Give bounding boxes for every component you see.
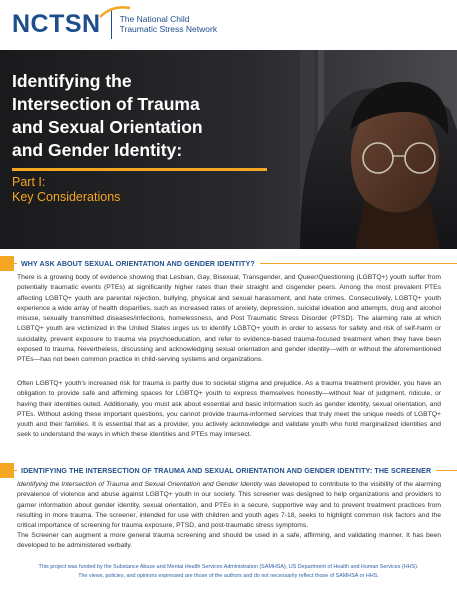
title-underline bbox=[12, 168, 267, 171]
footer-line1: This project was funded by the Substance Abuse and Mental Health Services Administration (SAMHSA), US Department of Health and Human Services (HHS). bbox=[38, 564, 419, 570]
section-marker bbox=[0, 463, 14, 478]
org-name-line1: The National Child bbox=[119, 14, 190, 24]
screener-paragraph-1-text: was developed to contribute to the visibility of the alarming prevalence of violence and abuse against LGBTQ+ youth in our society. This screener was designed to help organizations and providers to garner information about gender identity, sexual orientation, and PTEs in a secure, supportive way and to prevent treatment practices from resulting in more trauma. The screener, intended for use with children and youth ages 7-18, seeks to highlight common risk factors and the critical importance of screening for trauma exposure, PTSD, and post-traumatic stress symptoms. bbox=[17, 481, 441, 530]
page-header bbox=[0, 0, 457, 50]
title-line3: and Sexual Orientation bbox=[12, 117, 203, 137]
page-subtitle bbox=[12, 175, 120, 205]
hero-banner bbox=[0, 50, 457, 249]
why-ask-paragraph-1: There is a growing body of evidence showing that Lesbian, Gay, Bisexual, Transgender, and Queer/Questioning (LGBTQ+) youth suffer from potentially traumatic events (PTEs) at significantly higher rates than their straight and cisgender peers. Among the most prevalent PTEs affecting LGBTQ+ youth are parental rejection, bullying, physical and sexual harassment, and hate crimes. Consecutively, LGBTQ+ youth experience a wide array of health disparities, such as increased rates of anxiety, depression, suicidal ideation and attempts, drug and alcohol misuse, sexually transmitted diseases/infections, homelessness, and Post Traumatic Stress Disorder (PTSD). The alarming rate at which LGBTQ+ youth are victimized in the United States urges us to identify LGBTQ+ youth in order to assess for safety and risk of self-harm or suicidality, prevent exposure to trauma via psychoeducation, and refer to evidence-based trauma-focused treatment when they have been exposed to trauma. Nevertheless, discussing and acknowledging sexual orientation and gender identity—with or without the aforementioned PTEs—has not been common practice in child-serving systems and organizations. bbox=[17, 274, 441, 364]
page-title bbox=[12, 70, 272, 162]
footer-line2: The views, policies, and opinions expressed are those of the authors and do not necessarily reflect those of SAMHSA or HHS. bbox=[78, 572, 379, 579]
logo-swoosh-icon bbox=[98, 5, 132, 19]
section-heading-why-ask bbox=[0, 256, 457, 271]
subtitle-line2: Key Considerations bbox=[12, 190, 121, 204]
section-heading-screener bbox=[0, 463, 457, 478]
logo-wordmark: NCTSN bbox=[12, 9, 101, 38]
title-line4: and Gender Identity: bbox=[12, 140, 183, 160]
subtitle-line1: Part I: bbox=[12, 175, 46, 189]
org-name bbox=[120, 14, 217, 34]
nctsn-logo[interactable] bbox=[12, 9, 217, 39]
why-ask-paragraph-2: Often LGBTQ+ youth's increased risk for trauma is partly due to societal stigma and prejudice. As a trauma treatment provider, you have an obligation to provide safe and affirming spaces for LGBTQ+ youth to express themselves honestly—without fear of judgment, ridicule, or having their identities outed. Additionally, you must ask about essential and basic information such as gender identity, sexual orientation, and PTEs. Without asking these important questions, you cannot provide trauma-informed services that truly meet the unique needs of LGBTQ+ youth and their families. It is essential that as a provider, you actively acknowledge and validate youth who hold marginalized identities and seek to understand the ways in which these identities and PTEs may intersect. bbox=[17, 380, 441, 439]
section-heading-label: IDENTIFYING THE INTERSECTION OF TRAUMA AND SEXUAL ORIENTATION AND GENDER IDENTITY: THE SCREENER bbox=[17, 467, 436, 475]
screener-paragraph-1 bbox=[17, 480, 441, 531]
screener-title-italic: Identifying the Intersection of Trauma and Sexual Orientation and Gender Identity bbox=[17, 481, 263, 488]
funding-footer bbox=[0, 563, 457, 580]
screener-paragraph-2: The Screener can augment a more general trauma screening and should be used in a safe, affirming, and validating manner. It has been developed to be administered verbally. bbox=[17, 532, 441, 550]
title-line1: Identifying the bbox=[12, 71, 132, 91]
section-heading-label: WHY ASK ABOUT SEXUAL ORIENTATION AND GENDER IDENTITY? bbox=[17, 260, 260, 268]
org-name-line2: Traumatic Stress Network bbox=[119, 24, 218, 34]
section-marker bbox=[0, 256, 14, 271]
title-line2: Intersection of Trauma bbox=[12, 94, 200, 114]
